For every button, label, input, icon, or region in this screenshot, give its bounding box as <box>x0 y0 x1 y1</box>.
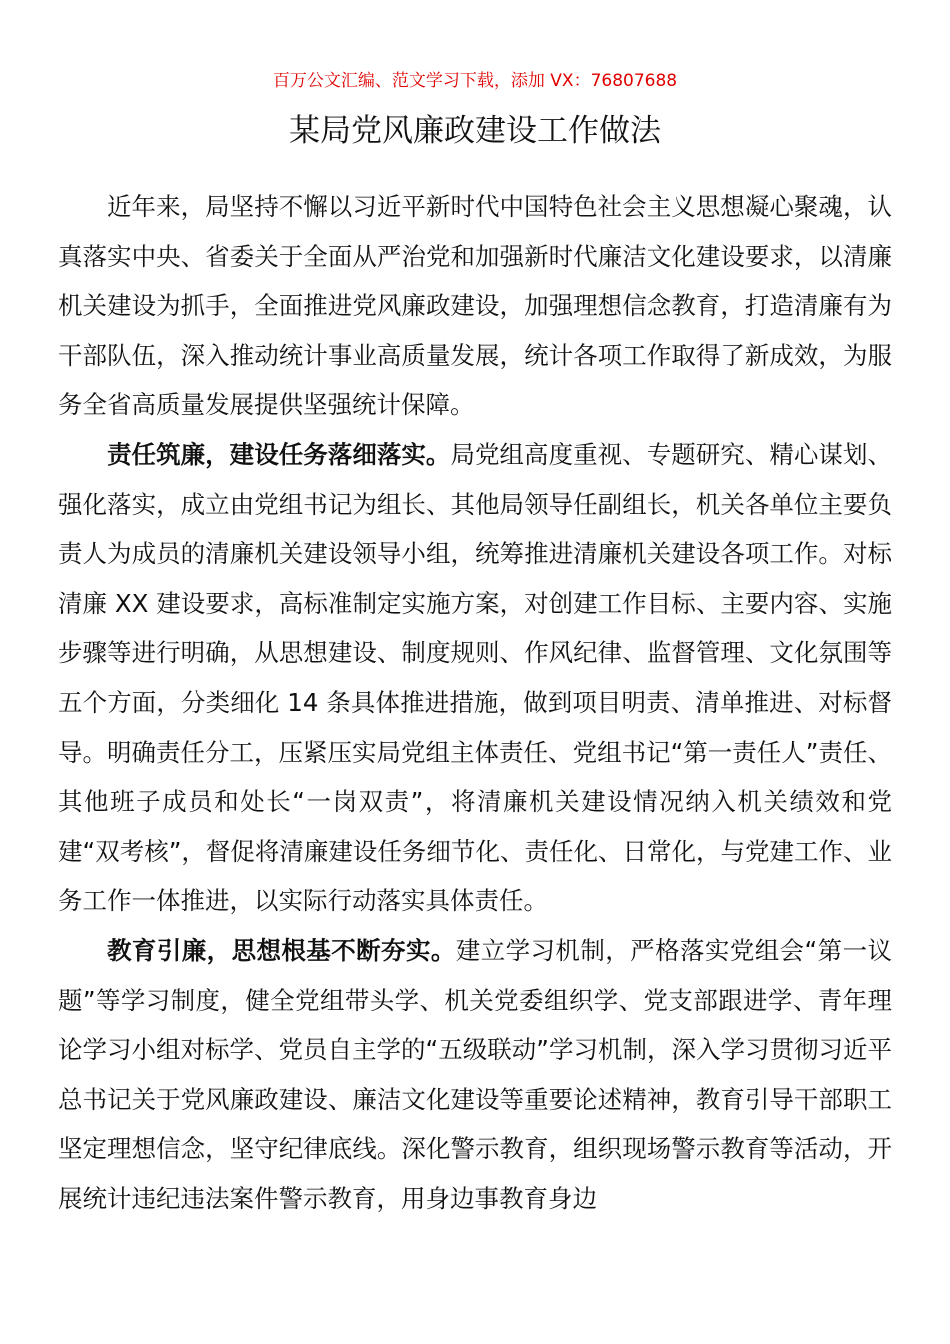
watermark-text: 百万公文汇编、范文学习下载，添加 VX：76807688 <box>272 71 678 91</box>
paragraph-responsibility <box>58 430 892 926</box>
paragraph-intro <box>58 182 892 430</box>
paragraph-text: 近年来，局坚持不懈以习近平新时代中国特色社会主义思想凝心聚魂，认真落实中央、省委关于全面从严治党和加强新时代廉洁文化建设要求，以清廉机关建设为抓手，全面推进党风廉政建设，加强理想信念教育，打造清廉有为干部队伍，深入推动统计事业高质量发展，统计各项工作取得了新成效，为服务全省高质量发展提供坚强统计保障。 <box>58 192 892 420</box>
paragraph-text: 建立学习机制，严格落实党组会“第一议题”等学习制度，健全党组带头学、机关党委组织学、党支部跟进学、青年理论学习小组对标学、党员自主学的“五级联动”学习机制，深入学习贯彻习近平总书记关于党风廉政建设、廉洁文化建设等重要论述精神，教育引导干部职工坚定理想信念，坚守纪律底线。深化警示教育，组织现场警示教育等活动，开展统计违纪违法案件警示教育，用身边事教育身边 <box>58 935 892 1213</box>
document-title: 某局党风廉政建设工作做法 <box>289 113 661 149</box>
paragraph-text: 局党组高度重视、专题研究、精心谋划、强化落实，成立由党组书记为组长、其他局领导任副组长，机关各单位主要负责人为成员的清廉机关建设领导小组，统筹推进清廉机关建设各项工作。对标清廉 XX 建设要求，高标准制定实施方案，对创建工作目标、主要内容、实施步骤等进行明确，从思想建设、制度规则、作风纪律、监督管理、文化氛围等五个方面，分类细化 14 条具体推进措施，做到项目明责、清单推进、对标督导。明确责任分工，压紧压实局党组主体责任、党组书记“第一责任人”责任、其他班子成员和处长“一岗双责”，将清廉机关建设情况纳入机关绩效和党建“双考核”，督促将清廉建设任务细节化、责任化、日常化，与党建工作、业务工作一体推进，以实际行动落实具体责任。 <box>58 439 892 916</box>
paragraph-lead: 教育引廉，思想根基不断夯实。 <box>107 935 456 965</box>
paragraph-lead: 责任筑廉，建设任务落细落实。 <box>107 439 451 469</box>
paragraph-education <box>58 926 892 1224</box>
document-body <box>58 182 892 1223</box>
